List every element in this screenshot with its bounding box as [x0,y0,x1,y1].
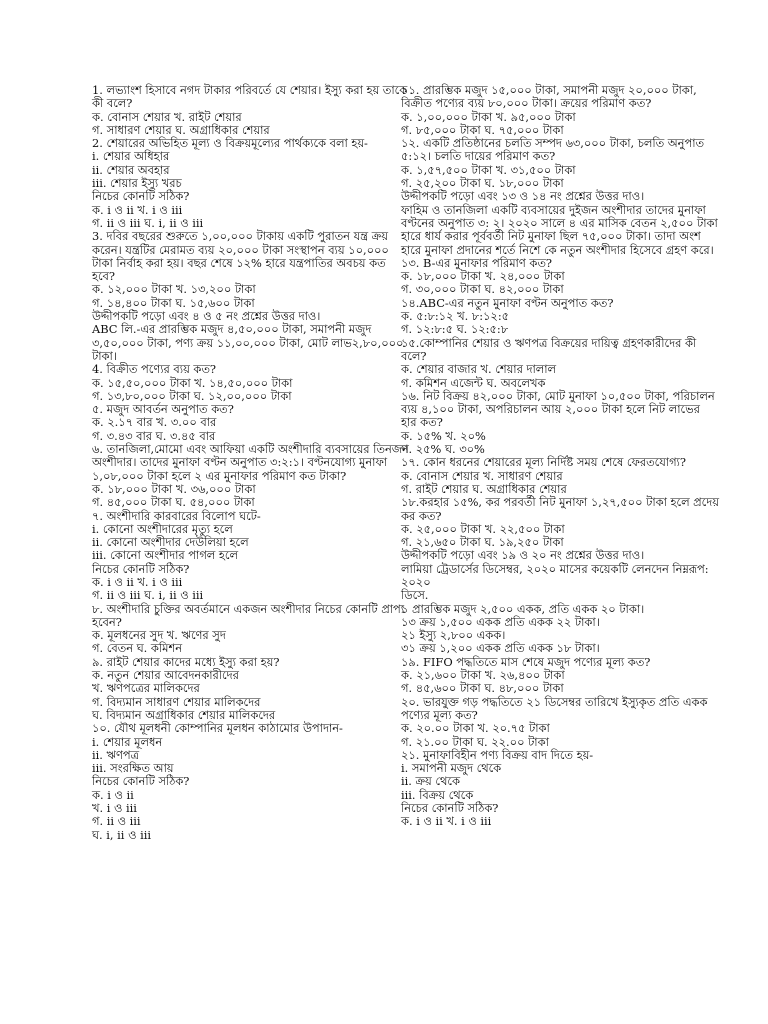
text-line: ক. ১৫% খ. ২০% [401,428,486,443]
text-line: নিচের কোনটি সঠিক? [92,561,190,576]
text-line: ক. ১২,০০০ টাকা খ. ১৩,২০০ টাকা [92,282,256,297]
text-line: ১৪.ABC-এর নতুন মুনাফা বণ্টন অনুপাত কত? [401,295,614,310]
right-question-column [401,84,719,829]
text-line: গ. ১৩,৮০,০০০ টাকা ঘ. ১২,০০,০০০ টাকা [92,388,292,403]
text-line: খ. ঋণপত্রের মালিকদের [92,681,200,696]
text-line: ফাহিম ও তানজিলা একটি ব্যবসায়ের দুইজন অংশীদার তাদের মুনাফা বণ্টনের অনুপাত ৩: ২। ২০২০ সালে ৪ এর মাসিক বেতন ২,৫০০ টাকা হারে ধার্য করার পূর্ববর্তী নিট মুনাফা ছিল ৭৫,০০০ টাকা। তাদা অংশ হারে মুনাফা প্রদানের শর্তে নিশে কে নতুন অংশীদার হিসেবে গ্রহণ করে। [401,202,718,257]
text-line: উদ্দীপকটি পড়ো এবং ৪ ও ৫ নং প্রশ্নের উত্তর দাও। [92,309,321,324]
text-line: গ. ৩০,০০০ টাকা ঘ. ৪২,০০০ টাকা [401,282,564,297]
left-question-column [92,84,410,842]
text-line: গ. সাধারণ শেয়ার ঘ. অগ্রাধিকার শেয়ার [92,122,270,137]
text-line: ক. মূলধনের সুদ খ. ঋণের সুদ [92,628,226,643]
text-line: গ. কমিশন এজেন্ট ঘ. অবলেখক [401,375,546,390]
text-line: ১৩ ক্রয় ১,৫০০ একক প্রতি একক ২২ টাকা। [401,614,600,629]
text-line: গ. ৪৫,৬০০ টাকা ঘ. ৪৮,০০০ টাকা [401,681,564,696]
text-line: ৭. অংশীদারি কারবারের বিলোপ ঘটে- [92,508,261,523]
text-line: নিচের কোনটি সঠিক? [401,801,499,816]
text-line: গ. ৪৫,০০০ টাকা ঘ. ৫৪,০০০ টাকা [92,495,255,510]
text-line: iii. সংরক্ষিত আয় [92,761,174,776]
text-line: ক. ১৮,০০০ টাকা খ. ২৪,০০০ টাকা [401,269,565,284]
text-line: ক. ১,০০,০০০ টাকা খ. ৯৫,০০০ টাকা [401,109,576,124]
text-line: ক. ২০.০০ টাকা খ. ২০.৭৫ টাকা [401,721,550,736]
text-line: গ. ২১,৬৫০ টাকা ঘ. ১৯,২৫০ টাকা [401,535,564,550]
text-line: ৫. মজুদ আবর্তন অনুপাত কত? [92,402,234,417]
text-line: ডিসে. [401,588,429,603]
text-line: ii. কোনো অংশীদার দেউলিয়া হলে [92,535,249,550]
text-line: ঘ. বিদ্যমান অগ্রাধিকার শেয়ার মালিকদের [92,707,276,722]
text-line: ক. শেয়ার বাজার খ. শেয়ার দালাল [401,362,557,377]
text-line: ৩১ ক্রয় ১,২০০ একক প্রতি একক ১৮ টাকা। [401,641,600,656]
text-line: 3. দবির বছরের শুরুতে ১,০০,০০০ টাকায় একটি পুরাতন যন্ত্র ক্রয় করেন। যন্ত্রটির মেরামত ব্যয় ২০,০০০ টাকা সংস্থাপন ব্যয় ১০,০০০ টাকা নির্বাহ করা হয়। বছর শেষে ১২% হারে যন্ত্রপাতির অবচয় কত হবে? [92,229,389,284]
text-line: ১৭. কোন ধরনের শেয়ারের মূল্য নির্দিষ্ট সময় শেষে ফেরতযোগ্য? [401,455,686,470]
text-line: ক. i ও ii [92,787,134,802]
text-line: ক. i ও ii খ. i ও iii [92,202,183,217]
text-line: নিচের কোনটি সঠিক? [92,189,190,204]
text-line: i. কোনো অংশীদারের মৃত্যু হলে [92,521,233,536]
text-line: খ. i ও iii [92,801,137,816]
text-line: গ. রাইট শেয়ার ঘ. অগ্রাধিকার শেয়ার [401,481,567,496]
text-line: i. শেয়ার মূলধন [92,734,163,749]
text-line: ক. ২১,৬০০ টাকা খ. ২৬,৪০০ টাকা [401,668,565,683]
text-line: ২১. মুনাফাবিহীন পণ্য বিক্রয় বাদ দিতে হয়- [401,747,594,762]
text-line: ৬. তানজিলা,মোমো এবং আফিয়া একটি অংশীদারি ব্যবসায়ের তিনজন অংশীদার। তাদের মুনাফা বণ্টন অনুপাত ৩:২:১। বণ্টনযোগ্য মুনাফা ১,০৮,০০০ টাকা হলে ২ এর মুনাফার পরিমাণ কত টাকা? [92,442,409,483]
text-line: ১৬. নিট বিক্রয় ৪২,০০০ টাকা, মোট মুনাফা ১০,৫০০ টাকা, পরিচালন ব্যয় ৪,১০০ টাকা, অপরিচালন আয় ২,০০০ টাকা হলে নিট লাভের হার কত? [401,388,715,430]
text-line: গ. ii ও iii [92,814,141,829]
text-line: উদ্দীপকটি পড়ো এবং ১৯ ও ২০ নং প্রশ্নের উত্তর দাও। [401,548,645,563]
text-line: ১১. প্রারম্ভিক মজুদ ১৫,০০০ টাকা, সমাপনী মজুদ ২০,০০০ টাকা, বিক্রীত পণ্যের ব্যয় ৮০,০০০ টাকা। ক্রয়ের পরিমাণ কত? [401,83,697,111]
text-line: গ. ii ও iii ঘ. i, ii ও iii [92,215,204,230]
text-line: গ. ৩.৪৩ বার ঘ. ৩.৪৫ বার [92,428,216,443]
text-line: ক. বোনাস শেয়ার খ. রাইট শেয়ার [92,109,242,124]
text-line: ১৩. B-এর মুনাফার পরিমাণ কত? [401,255,552,270]
text-line: নিচের কোনটি সঠিক? [92,774,190,789]
text-line: ঘ. i, ii ও iii [92,827,152,842]
text-line: ৮. অংশীদারি চুক্তির অবর্তমানে একজন অংশীদার নিচের কোনটি প্রাপ্য হবেন? [92,601,405,629]
text-line: ক. ১,৫৭,৫০০ টাকা খ. ৩১,৫০০ টাকা [401,162,576,177]
text-line: ১০. যৌথ মূলধনী কোম্পানির মূলধন কাঠামোর উপাদান- [92,721,343,736]
text-line: ১ প্রারম্ভিক মজুদ ২,৫০০ একক, প্রতি একক ২০ টাকা। [401,601,645,616]
text-line: গ. ১৪,৪০০ টাকা ঘ. ১৫,৬০০ টাকা [92,295,255,310]
text-line: গ. বেতন ঘ. কমিশন [92,641,183,656]
text-line: ক. ৫:৮:১২ খ. ৮:১২:৫ [401,309,510,324]
text-line: 1. লভ্যাংশ হিসাবে নগদ টাকার পরিবর্তে যে শেয়ার। ইস্যু করা হয় তাকে কী বলে? [92,83,408,111]
text-line: ক. i ও ii খ. i ও iii [401,814,492,829]
text-line: লামিয়া ট্রেডার্সের ডিসেম্বর, ২০২০ মাসের কয়েকটি লেনদেন নিম্নরূপ: [401,561,709,576]
text-line: ABC লি.-এর প্রারম্ভিক মজুদ ৪,৫০,০০০ টাকা, সমাপনী মজুদ ৩,৫০,০০০ টাকা, পণ্য ক্রয় ১১,০০,০০০ টাকা, মোট লাভ২,৮০,০০০ টাকা। [92,322,404,363]
text-line: ii. ঋণপত্র [92,747,139,762]
text-line: iii. বিক্রয় থেকে [401,787,474,802]
text-line: ii. শেয়ার অবহার [92,162,170,177]
text-line: ক. i ও ii খ. i ও iii [92,574,183,589]
text-line: i. সমাপনী মজুদ থেকে [401,761,502,776]
text-line: ২১ ইস্যু ২,৮০০ একক। [401,628,506,643]
text-line: গ. ১২:৮:৫ ঘ. ১২:৫:৮ [401,322,509,337]
text-line: ক. ১৫,৫০,০০০ টাকা খ. ১৪,৫০,০০০ টাকা [92,375,293,390]
text-line: গ. বিদ্যমান সাধারণ শেয়ার মালিকদের [92,694,261,709]
text-line: iii. শেয়ার ইস্যু খরচ [92,176,182,191]
text-line: ১৫.কোম্পানির শেয়ার ও ঋণপত্র বিক্রয়ের দায়িত্ব গ্রহণকারীদের কী বলে? [401,335,697,363]
text-line: ২০. ভারযুক্ত গড় পদ্ধতিতে ২১ ডিসেম্বর তারিখে ইস্যুকৃত প্রতি একক পণ্যের মূল্য কত? [401,694,708,722]
text-line: ২০২০ [401,574,431,589]
text-line: ক. ১৮,০০০ টাকা খ. ৩৬,০০০ টাকা [92,481,256,496]
text-line: ১৯. FIFO পদ্ধতিতে মাস শেষে মজুদ পণ্যের মূল্য কত? [401,654,651,669]
text-line: ক. বোনাস শেয়ার খ. সাধারণ শেয়ার [401,468,563,483]
text-line: গ. ২১.০০ টাকা ঘ. ২২.০০ টাকা [401,734,549,749]
text-line: ১৮.করহার ১৫%, কর পরবর্তী নিট মুনাফা ১,২৭,৫০০ টাকা হলে প্রদেয় কর কত? [401,495,719,523]
text-line: ১২. একটি প্রতিষ্ঠানের চলতি সম্পদ ৬৩,০০০ টাকা, চলতি অনুপাত ৫:১২। চলতি দায়ের পরিমাণ কত? [401,136,705,164]
text-line: 4. বিক্রীত পণ্যের ব্যয় কত? [92,362,217,377]
text-line: ক. ২.১৭ বার খ. ৩.০০ বার [92,415,217,430]
text-line: গ. ৮৫,০০০ টাকা ঘ. ৭৫,০০০ টাকা [401,122,564,137]
text-line: গ. ২৫,২০০ টাকা ঘ. ১৮,০০০ টাকা [401,176,564,191]
text-line: iii. কোনো অংশীদার পাগল হলে [92,548,238,563]
text-line: ক. নতুন শেয়ার আবেদনকারীদের [92,668,239,683]
text-line: 2. শেয়ারের অভিহিত মূল্য ও বিক্রয়মূল্যের পার্থক্যকে বলা হয়- [92,136,368,151]
text-line: গ. ii ও iii ঘ. i, ii ও iii [92,588,204,603]
text-line: উদ্দীপকটি পড়ো এবং ১৩ ও ১৪ নং প্রশ্নের উত্তর দাও। [401,189,645,204]
text-line: গ. ২৫% ঘ. ৩০% [401,442,485,457]
text-line: ৯. রাইট শেয়ার কাদের মধ্যে ইস্যু করা হয়? [92,654,280,669]
text-line: ক. ২৫,০০০ টাকা খ. ২২,৫০০ টাকা [401,521,565,536]
text-line: ii. ক্রয় থেকে [401,774,460,789]
text-line: i. শেয়ার অধিহার [92,149,170,164]
